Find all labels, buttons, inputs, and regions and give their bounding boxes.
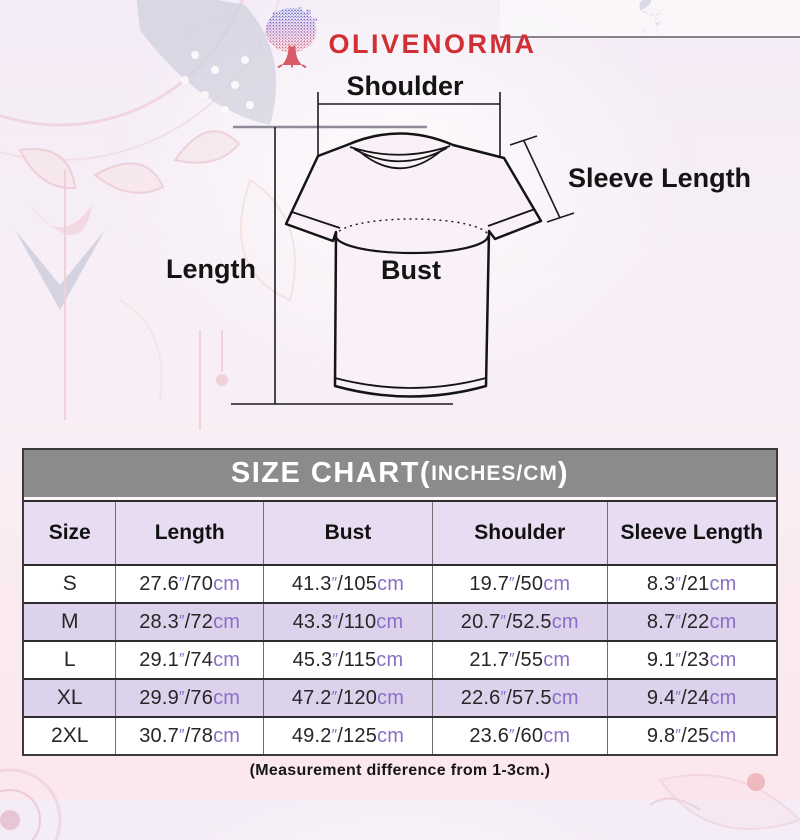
size-value: XL: [24, 680, 116, 716]
size-chart-title: [24, 450, 776, 500]
title-close: ): [557, 457, 570, 489]
measurement-value: 29.1 ″ /74 cm: [116, 642, 263, 678]
size-value: L: [24, 642, 116, 678]
measurement-value: 43.3 ″ /110 cm: [264, 604, 433, 640]
brand-name: OLIVENORMA: [328, 28, 537, 59]
table-row: [24, 642, 776, 680]
measurement-value: 8.7 ″ /22 cm: [646, 610, 737, 633]
measurement-value: 21.7 ″ /55 cm: [433, 642, 607, 678]
measurement-note: (Measurement difference from 1-3cm.): [249, 762, 551, 779]
title-main: SIZE CHART(: [230, 457, 432, 489]
table-header-row: [24, 500, 776, 566]
measurement-value: 30.7 ″ /78 cm: [116, 718, 263, 754]
column-header: Sleeve Length: [620, 521, 763, 544]
measurement-value: 27.6 ″ /70 cm: [116, 566, 263, 602]
table-row: [24, 680, 776, 718]
table-row: [24, 566, 776, 604]
sleeve-length-label: Sleeve Length: [568, 163, 752, 193]
size-value: 2XL: [24, 718, 116, 754]
length-label: Length: [166, 254, 256, 284]
title-sub: INCHES/CM: [431, 461, 558, 485]
bust-label: Bust: [381, 255, 441, 285]
column-header: Bust: [264, 502, 433, 564]
measurement-value: 47.2 ″ /120 cm: [264, 680, 433, 716]
table-body: [24, 566, 776, 754]
measurement-value: 29.9 ″ /76 cm: [116, 680, 263, 716]
measurement-value: 8.3 ″ /21 cm: [646, 572, 737, 595]
table-row: [24, 718, 776, 754]
table-row: [24, 604, 776, 642]
column-header: Shoulder: [433, 502, 607, 564]
measurement-value: 22.6 ″ /57.5 cm: [433, 680, 607, 716]
column-header: Length: [116, 502, 263, 564]
measurement-value: 28.3 ″ /72 cm: [116, 604, 263, 640]
size-value: M: [24, 604, 116, 640]
measurement-value: 9.8 ″ /25 cm: [646, 724, 737, 747]
measurement-value: 23.6 ″ /60 cm: [433, 718, 607, 754]
measurement-value: 41.3 ″ /105 cm: [264, 566, 433, 602]
size-chart-table: [22, 448, 778, 756]
shoulder-label: Shoulder: [346, 71, 464, 101]
measurement-value: 49.2 ″ /125 cm: [264, 718, 433, 754]
size-value: S: [24, 566, 116, 602]
measurement-value: 9.4 ″ /24 cm: [646, 686, 737, 709]
column-header: Size: [24, 502, 116, 564]
measurement-value: 20.7 ″ /52.5 cm: [433, 604, 607, 640]
measurement-value: 45.3 ″ /115 cm: [264, 642, 433, 678]
measurement-value: 19.7 ″ /50 cm: [433, 566, 607, 602]
measurement-value: 9.1 ″ /23 cm: [646, 648, 737, 671]
